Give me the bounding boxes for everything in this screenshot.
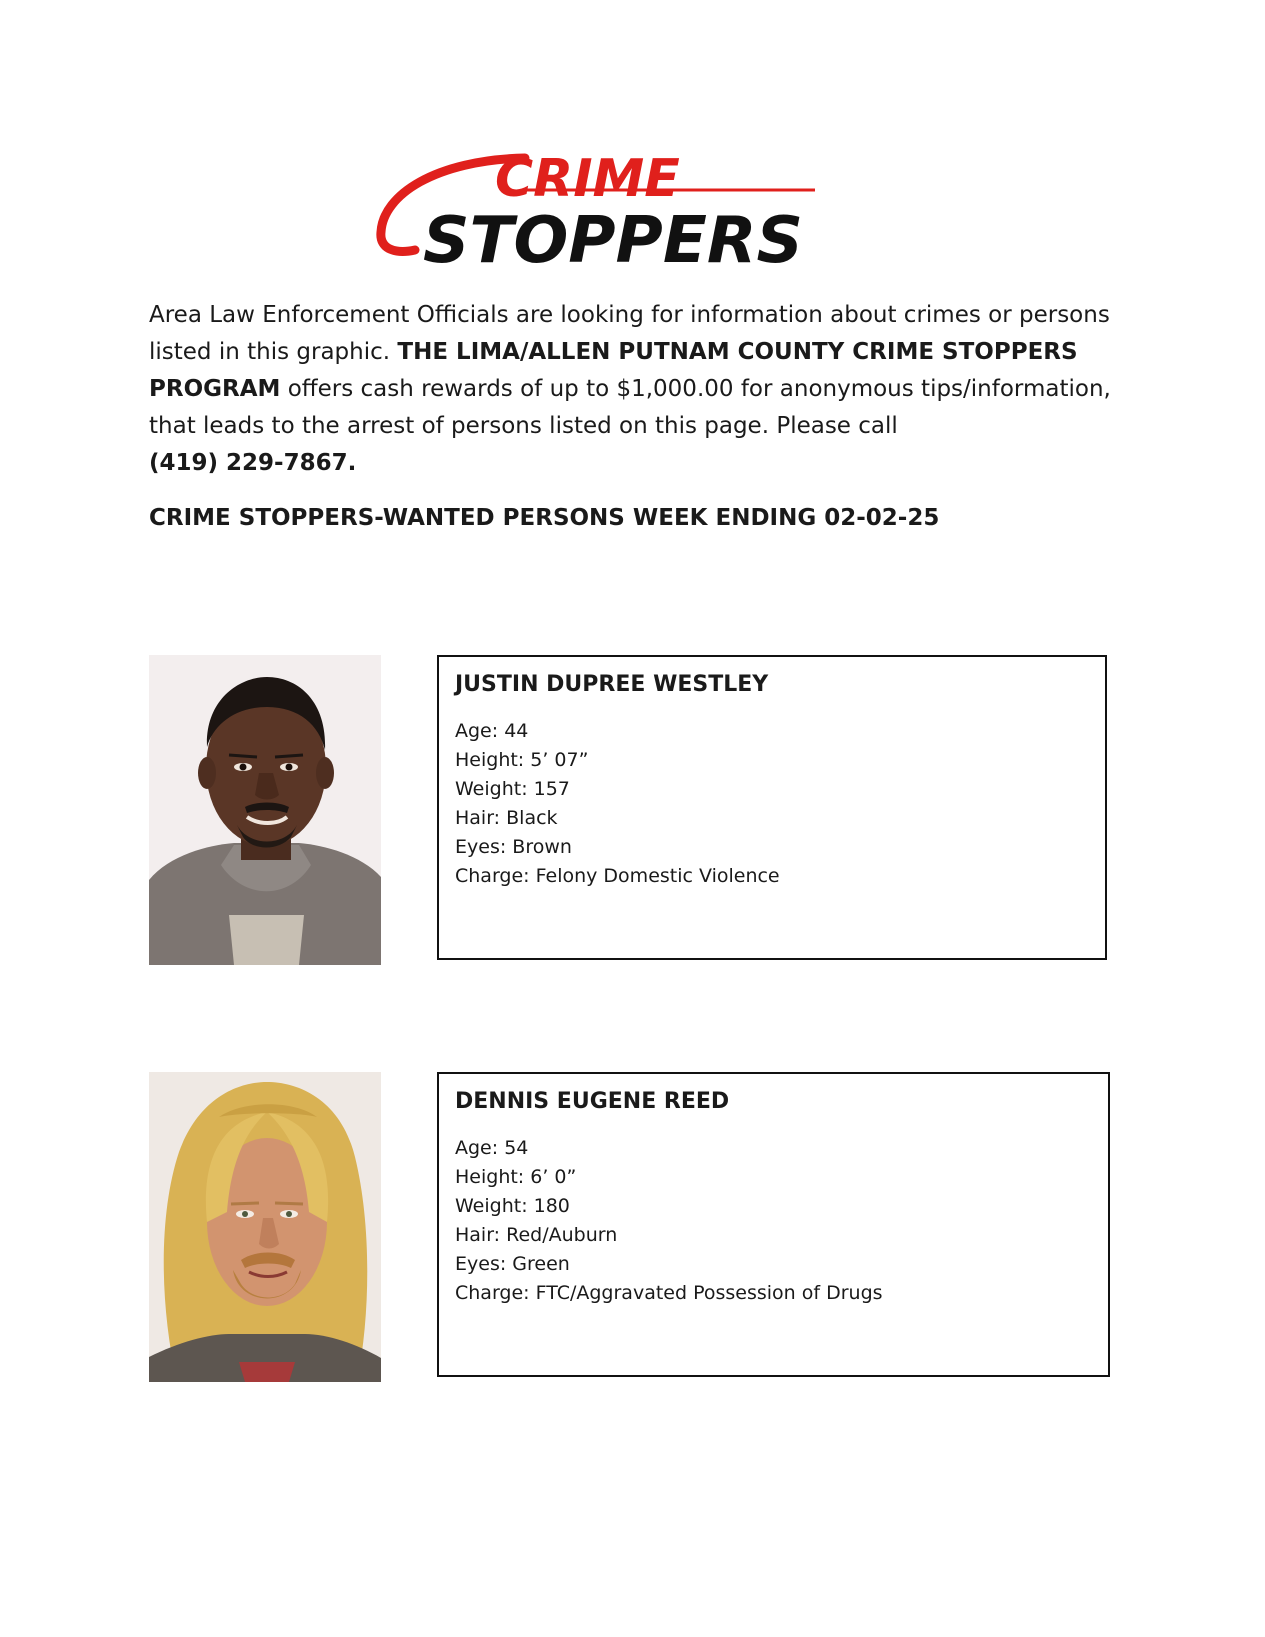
mugshot-photo-2 bbox=[149, 1072, 381, 1382]
person-charge: Charge: Felony Domestic Violence bbox=[455, 865, 780, 887]
week-heading: CRIME STOPPERS-WANTED PERSONS WEEK ENDING 02-02-25 bbox=[149, 505, 940, 531]
person-eyes: Eyes: Brown bbox=[455, 836, 572, 858]
person-height: Height: 6’ 0” bbox=[455, 1166, 577, 1188]
person-hair: Hair: Red/Auburn bbox=[455, 1224, 618, 1246]
person-eyes: Eyes: Green bbox=[455, 1253, 570, 1275]
person-age: Age: 54 bbox=[455, 1137, 529, 1159]
intro-text-2: offers cash rewards of up to $1,000.00 for anonymous tips/information, that leads to the arrest of persons listed on this page. Please call bbox=[149, 376, 1111, 439]
person-weight: Weight: 180 bbox=[455, 1195, 570, 1217]
person-age: Age: 44 bbox=[455, 720, 529, 742]
person-height: Height: 5’ 07” bbox=[455, 749, 589, 771]
mugshot-photo-1 bbox=[149, 655, 381, 965]
intro-paragraph bbox=[149, 297, 1129, 482]
person-name: DENNIS EUGENE REED bbox=[455, 1089, 730, 1114]
intro-text-1: Area Law Enforcement Officials are looking for information about crimes or persons listed in this graphic. bbox=[149, 302, 1110, 365]
person-name: JUSTIN DUPREE WESTLEY bbox=[455, 672, 769, 697]
logo-stoppers-text: STOPPERS bbox=[423, 204, 803, 278]
program-name: THE LIMA/ALLEN PUTNAM COUNTY CRIME STOPPERS PROGRAM bbox=[149, 339, 1078, 402]
crime-stoppers-logo bbox=[375, 150, 850, 280]
person-charge: Charge: FTC/Aggravated Possession of Drugs bbox=[455, 1282, 883, 1304]
phone-number: (419) 229-7867. bbox=[149, 450, 357, 476]
logo-crime-text: CRIME bbox=[495, 150, 680, 209]
person-info-box-1 bbox=[437, 655, 1107, 960]
person-info-box-2 bbox=[437, 1072, 1110, 1377]
person-weight: Weight: 157 bbox=[455, 778, 570, 800]
person-hair: Hair: Black bbox=[455, 807, 558, 829]
